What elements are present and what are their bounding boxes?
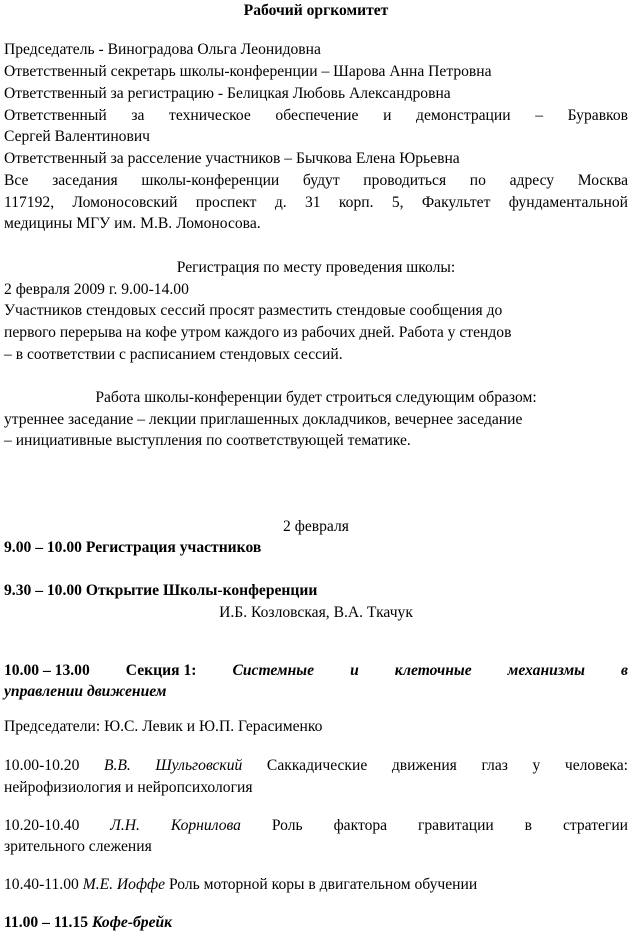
section1-title-word: в — [621, 662, 628, 679]
structure-line-1: Работа школы-конференции будет строиться следующим образом: — [95, 389, 537, 406]
section1-label: Секция 1: — [125, 662, 197, 679]
committee-chairman: Председатель - Виноградова Ольга Леонидовна — [4, 41, 321, 58]
registration-title: Регистрация участников — [85, 539, 262, 556]
section1-title-word: и — [350, 662, 359, 679]
talk-title: Саккадические движения глаз у человека: — [266, 757, 628, 774]
opening-slot — [4, 580, 628, 602]
opening-title: Открытие Школы-конференции — [85, 582, 318, 599]
talk-title: Роль фактора гравитации в стратегии — [271, 817, 629, 834]
coffee-break-time: 11.00 – 11.15 — [4, 914, 89, 931]
talk-line — [4, 874, 628, 896]
opening-time: 9.30 – 10.00 — [4, 582, 82, 599]
section1-title-word: клеточные — [394, 662, 472, 679]
committee-title: Рабочий оргкомитет — [243, 2, 389, 19]
talk-time: 10.40-11.00 — [4, 876, 79, 893]
talk-line — [4, 815, 628, 837]
talk-title-line-2: нейрофизиология и нейропсихология — [4, 779, 253, 796]
section1-header — [4, 660, 628, 682]
committee-registration: Ответственный за регистрацию - Белицкая Любовь Александровна — [4, 85, 451, 102]
structure-line-3: – инициативные выступления по соответствующей тематике. — [4, 432, 411, 449]
posters-line-1: Участников стендовых сессий просят разместить стендовые сообщения до — [4, 302, 503, 319]
address-line-3: медицины МГУ им. М.В. Ломоносова. — [4, 215, 261, 232]
coffee-break-slot — [4, 912, 628, 934]
address-line-1: Все заседания школы-конференции будут проводиться по адресу Москва — [4, 172, 628, 189]
committee-accommodation: Ответственный за расселение участников – Бычкова Елена Юрьевна — [4, 150, 460, 167]
structure-line-2: утреннее заседание – лекции приглашенных докладчиков, вечернее заседание — [4, 411, 523, 428]
section1-title-word: механизмы — [507, 662, 585, 679]
talk-title: Роль моторной коры в двигательном обучении — [168, 876, 478, 893]
posters-line-2: первого перерыва на кофе утром каждого из рабочих дней. Работа у стендов — [4, 324, 512, 341]
registration-heading: Регистрация по месту проведения школы: — [176, 259, 456, 276]
talk-line — [4, 755, 628, 777]
talk-time: 10.20-10.40 — [4, 817, 80, 834]
section1-title-line-2: управлении движением — [4, 683, 167, 700]
committee-tech-line-1: Ответственный за техническое обеспечение и демонстрации – Буравков — [4, 107, 628, 124]
section1-title-word: Системные — [232, 662, 315, 679]
committee-tech-line-2: Сергей Валентинович — [4, 128, 151, 145]
opening-speakers: И.Б. Козловская, В.А. Ткачук — [219, 604, 413, 621]
posters-line-3: – в соответствии с расписанием стендовых сессий. — [4, 346, 343, 363]
registration-time: 9.00 – 10.00 — [4, 539, 82, 556]
committee-secretary: Ответственный секретарь школы-конференции – Шарова Анна Петровна — [4, 63, 492, 80]
coffee-break-title: Кофе-брейк — [91, 914, 173, 931]
registration-date-time: 2 февраля 2009 г. 9.00-14.00 — [4, 281, 189, 298]
talk-author: Л.Н. Корнилова — [110, 817, 241, 834]
registration-slot — [4, 537, 628, 559]
address-line-2: 117192, Ломоносовский проспект д. 31 корп. 5, Факультет фундаментальной — [4, 194, 628, 211]
section1-time: 10.00 – 13.00 — [4, 662, 90, 679]
talk-time: 10.00-10.20 — [4, 757, 80, 774]
talk-title-line-2: зрительного слежения — [4, 838, 152, 855]
section1-chairs: Председатели: Ю.С. Левик и Ю.П. Герасименко — [4, 718, 323, 735]
talk-author: В.В. Шульговский — [103, 757, 243, 774]
schedule-day: 2 февраля — [283, 518, 349, 535]
talk-author: М.Е. Иоффе — [82, 876, 166, 893]
